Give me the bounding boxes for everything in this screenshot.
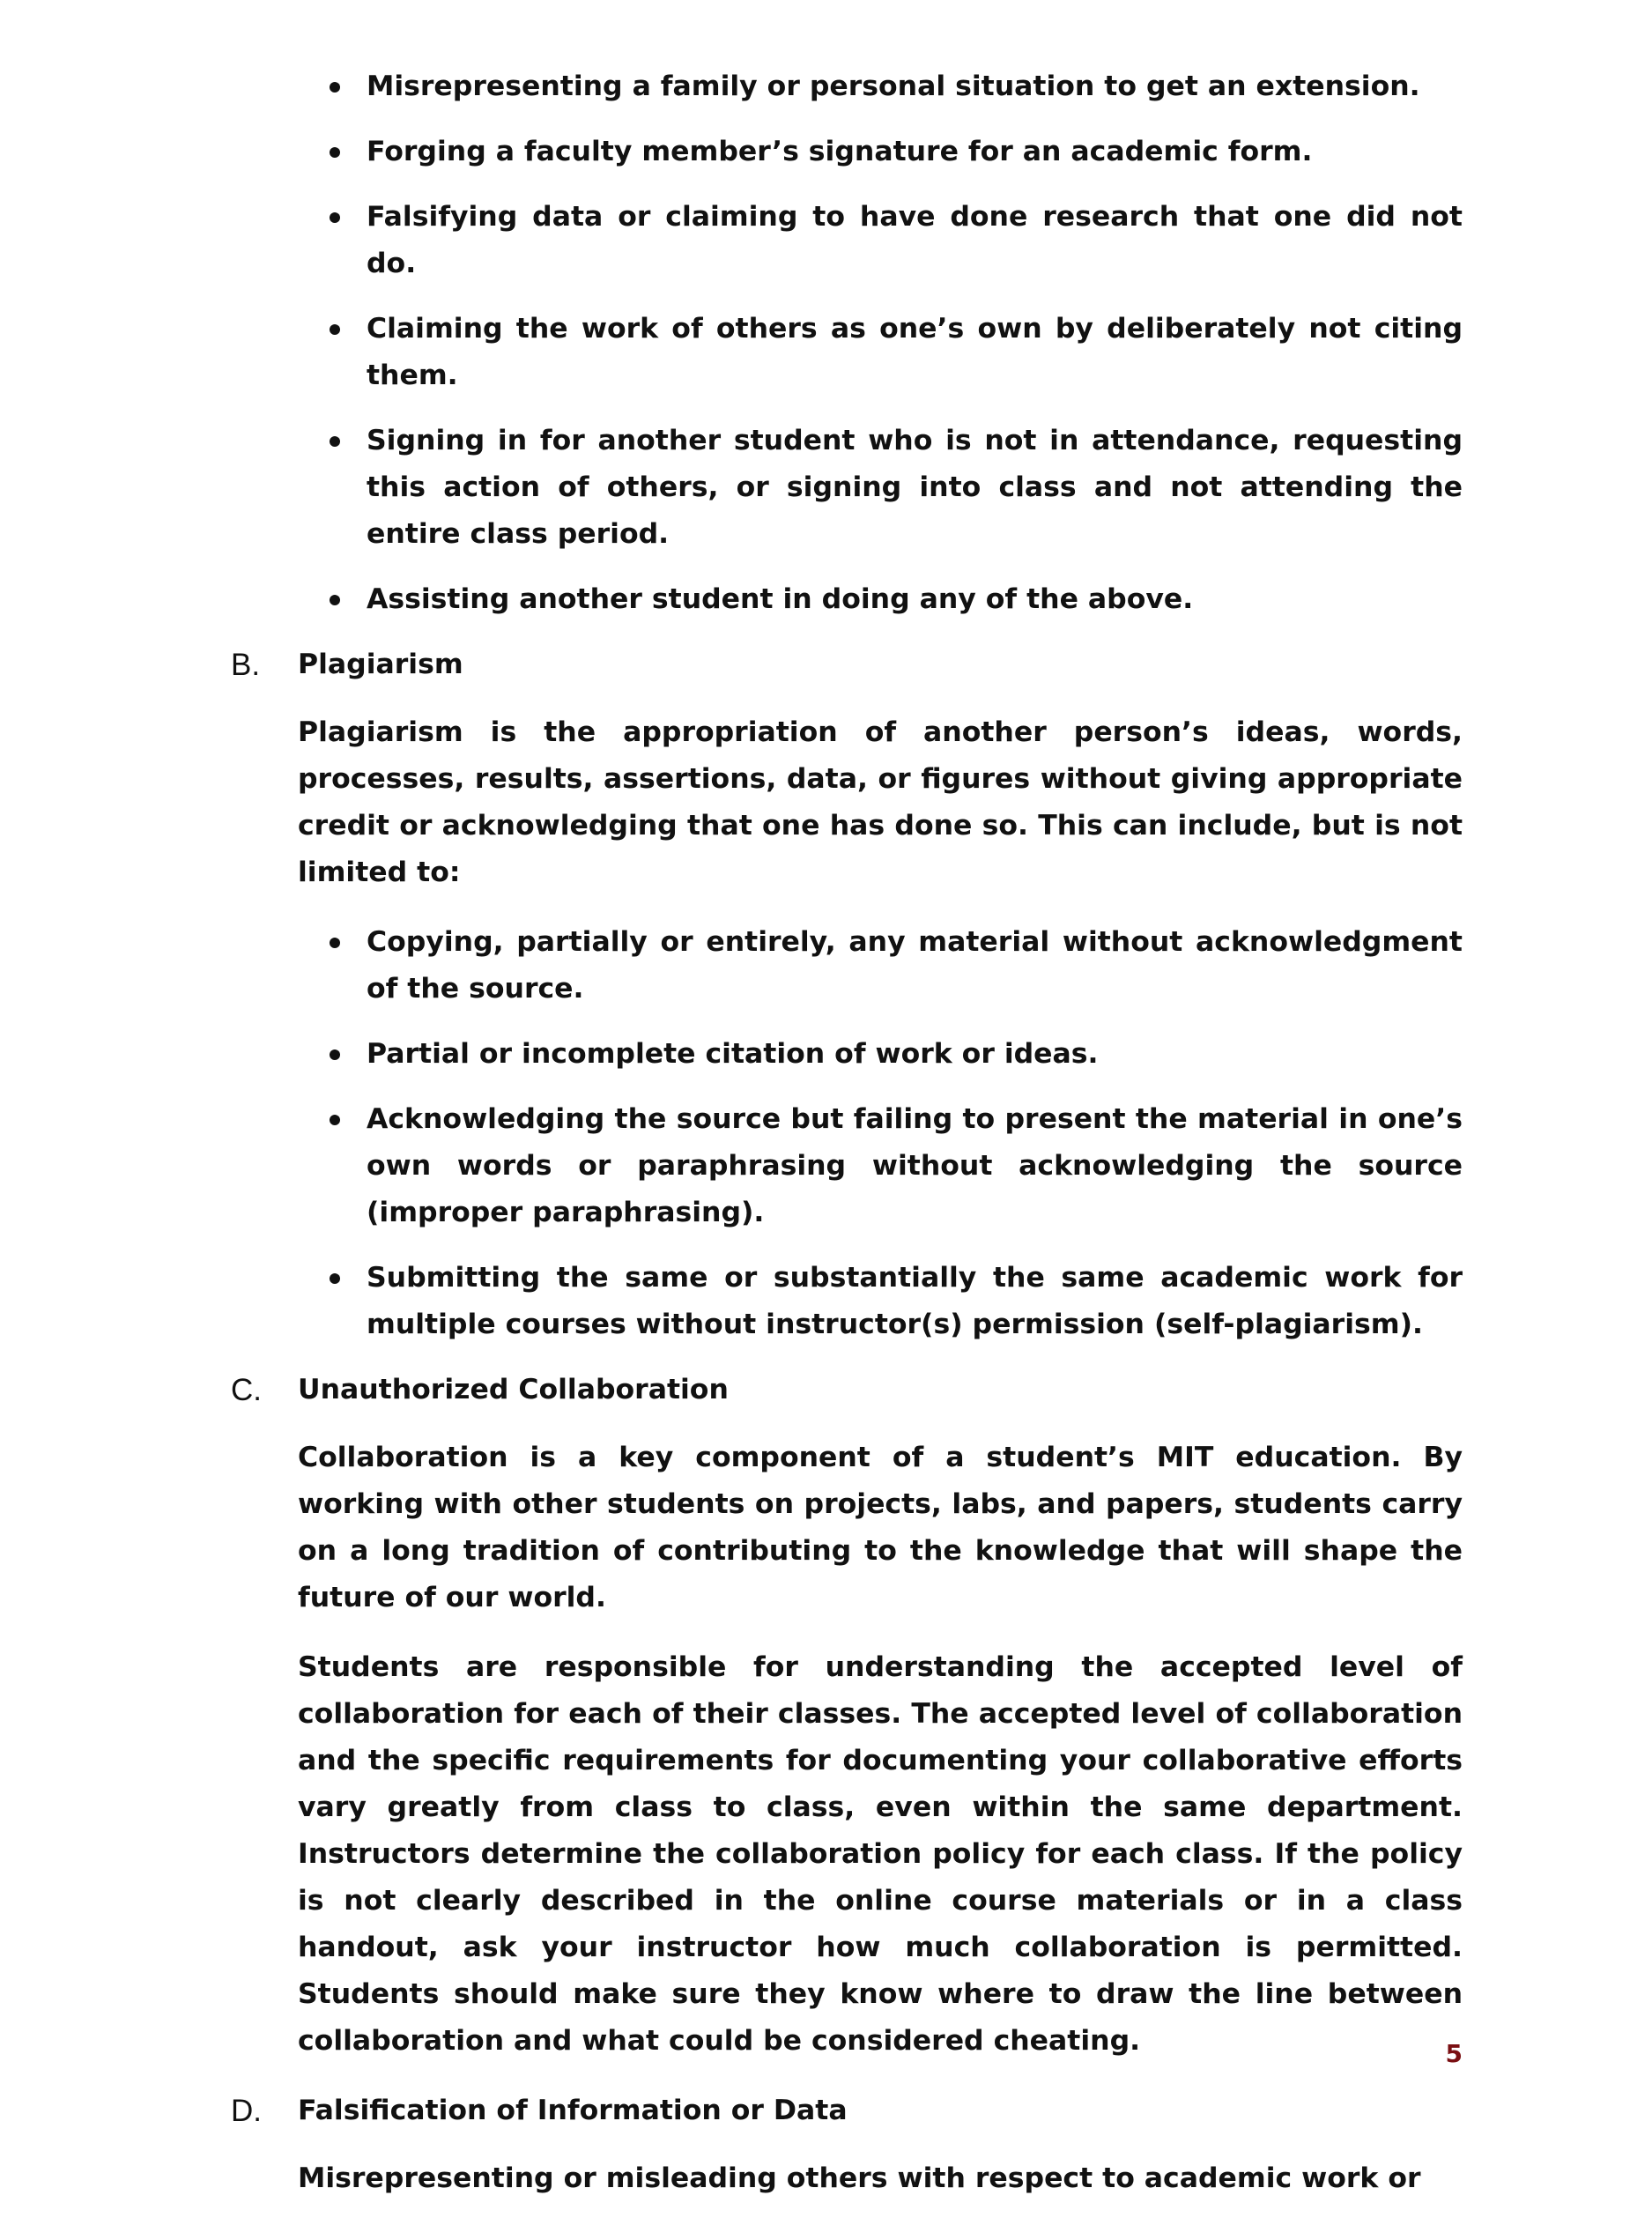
section-c-paragraph: Students are responsible for understanding the accepted level of collaboration for each of their classes. The accepted level of collaboration and the specific requirements for documenting your collaborative efforts vary greatly from class to class, even within the same department. Instructors determine the collaboration policy for each class. If the policy is not clearly described in the online course materials or in a class handout, ask your instructor how much collaboration is permitted. Students should make sure they know where to draw the line between collaboration and what could be considered cheating. bbox=[298, 1651, 1463, 2057]
section-title: Plagiarism bbox=[298, 649, 463, 680]
list-item-text: Submitting the same or substantially the same academic work for multiple courses without instructor(s) permission (self-plagiarism). bbox=[367, 1262, 1463, 1340]
bullet-icon bbox=[330, 1273, 340, 1284]
bullet-icon bbox=[330, 324, 340, 335]
section-c-heading bbox=[231, 1367, 1463, 1413]
plagiarism-examples-list bbox=[231, 919, 1463, 1348]
bullet-icon bbox=[330, 938, 340, 948]
list-item bbox=[367, 1031, 1463, 1078]
section-letter: D. bbox=[231, 2094, 262, 2128]
section-d-paragraph: Misrepresenting or misleading others with respect to academic work or bbox=[298, 2162, 1421, 2194]
section-c-paragraph: Collaboration is a key component of a student’s MIT education. By working with other students on projects, labs, and papers, students carry on a long tradition of contributing to the knowledge that will shape the future of our world. bbox=[298, 1442, 1463, 1613]
bullet-icon bbox=[330, 436, 340, 447]
list-item bbox=[367, 129, 1463, 175]
list-item-text: Signing in for another student who is not in attendance, requesting this action of others, or signing into class and not attending the entire class period. bbox=[367, 425, 1463, 550]
bullet-icon bbox=[330, 1115, 340, 1125]
list-item bbox=[367, 576, 1463, 623]
list-item bbox=[367, 418, 1463, 558]
list-item-text: Falsifying data or claiming to have done research that one did not do. bbox=[367, 201, 1463, 279]
bullet-icon bbox=[330, 1049, 340, 1060]
list-item-text: Misrepresenting a family or personal situation to get an extension. bbox=[367, 70, 1420, 102]
list-item bbox=[367, 919, 1463, 1012]
section-b-intro: Plagiarism is the appropriation of another person’s ideas, words, processes, results, assertions, data, or figures without giving appropriate credit or acknowledging that one has done so. This can include, but is not limited to: bbox=[298, 716, 1463, 888]
section-letter: C. bbox=[231, 1373, 262, 1407]
list-item-text: Assisting another student in doing any of the above. bbox=[367, 583, 1194, 615]
section-letter: B. bbox=[231, 648, 261, 682]
list-item bbox=[367, 1096, 1463, 1236]
bullet-icon bbox=[330, 212, 340, 223]
bullet-icon bbox=[330, 595, 340, 605]
list-item-text: Copying, partially or entirely, any material without acknowledgment of the source. bbox=[367, 926, 1463, 1005]
bullet-icon bbox=[330, 147, 340, 158]
section-title: Unauthorized Collaboration bbox=[298, 1374, 729, 1405]
section-b-heading bbox=[231, 642, 1463, 688]
section-d-heading bbox=[231, 2088, 1463, 2134]
cheating-examples-list bbox=[231, 63, 1463, 623]
bullet-icon bbox=[330, 82, 340, 93]
list-item-text: Forging a faculty member’s signature for an academic form. bbox=[367, 136, 1313, 167]
list-item-text: Claiming the work of others as one’s own by deliberately not citing them. bbox=[367, 313, 1463, 391]
list-item bbox=[367, 306, 1463, 399]
section-title: Falsification of Information or Data bbox=[298, 2095, 848, 2126]
list-item bbox=[367, 194, 1463, 287]
list-item bbox=[367, 1255, 1463, 1348]
list-item-text: Acknowledging the source but failing to present the material in one’s own words or paraphrasing without acknowledging the source (improper paraphrasing). bbox=[367, 1103, 1463, 1228]
page-content bbox=[231, 63, 1463, 2225]
list-item-text: Partial or incomplete citation of work or ideas. bbox=[367, 1038, 1099, 1070]
page-number: 5 bbox=[1445, 2039, 1463, 2068]
list-item bbox=[367, 63, 1463, 110]
